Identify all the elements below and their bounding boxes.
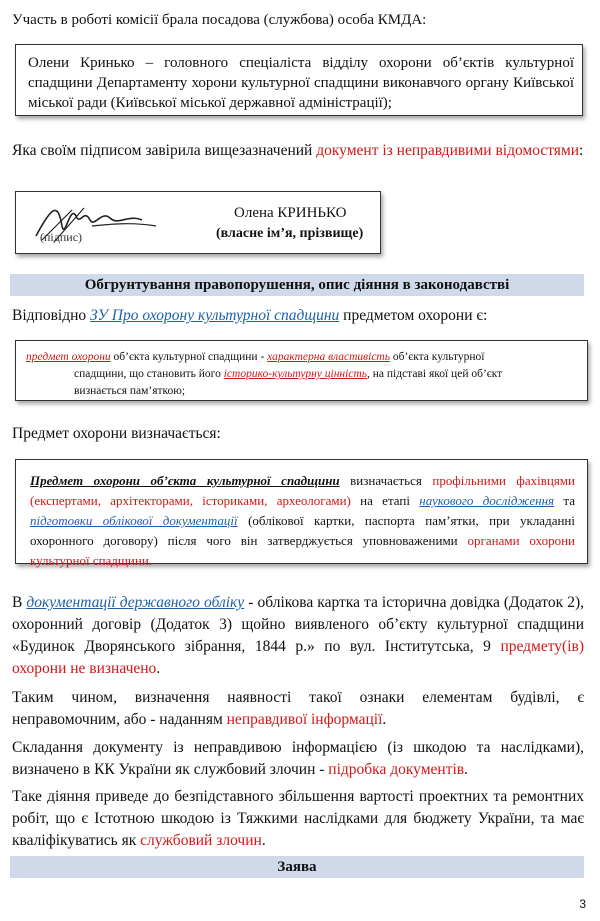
determined-line: Предмет охорони визначається: — [12, 425, 221, 442]
para1-highlight: предмету(ів) охорони не визначено — [12, 638, 584, 677]
page-number: 3 — [579, 897, 586, 911]
para2-text-1: Таким чином, визначення наявності такої ознаки елементам будівлі, є неправомочним, або - наданням — [12, 689, 584, 728]
para1-text-3: . — [156, 660, 161, 677]
para2-text-2: . — [382, 711, 387, 728]
proc-subject: Предмет охорони об’єкта культурної спадщини — [30, 473, 340, 488]
proc-authorities: органами охорони культурної спадщини. — [30, 533, 576, 568]
section-header-justification: Обгрунтування правопорушення, опис діяння в законодавстві — [10, 274, 584, 296]
para4-highlight: службовий злочин — [140, 832, 262, 849]
false-document-highlight: документ із неправдивими відомостями — [316, 142, 580, 159]
signed-statement-suffix: : — [579, 142, 584, 159]
def-indented-lines — [26, 366, 579, 400]
section-header-statement: Заява — [10, 856, 584, 878]
law-reference-suffix: предметом охорони є: — [339, 307, 488, 324]
para2-highlight: неправдивої інформації — [226, 711, 383, 728]
signed-statement — [12, 140, 584, 161]
definition-quote-box — [15, 340, 588, 401]
signed-statement-prefix: Яка своїм підписом завірила вищезазначений — [12, 142, 317, 159]
para3-text-2: . — [464, 761, 468, 778]
law-reference-line — [12, 307, 487, 325]
signer-name: Олена КРИНЬКО — [234, 205, 347, 221]
def-term-value: історико-культурну цінність — [223, 368, 367, 380]
signature-box — [15, 191, 381, 254]
signer-name-caption: (власне ім’я, прізвище) — [216, 226, 364, 241]
def-term-subject: предмет охорони — [26, 351, 111, 363]
proc-research-link[interactable]: наукового дослідження — [419, 493, 555, 508]
official-quote-text: Олени Кринько – головного спеціаліста відділу охорони об’єктів культурної спадщини Департаменту хорони культурної спадщини виконавчого органу Київської міської ради (Київської міської державної адміністрації); — [28, 55, 574, 111]
law-reference-prefix: Відповідно — [12, 307, 91, 324]
proc-documentation-link[interactable]: підготовки облікової документації — [30, 513, 238, 528]
def-text-2: об’єкта культурної — [389, 351, 485, 363]
proc-text-3: та — [554, 493, 575, 508]
proc-text-1: визначається — [339, 473, 433, 488]
def-text-1: об’єкта культурної спадщини - — [110, 351, 268, 363]
paragraph-state-registration — [12, 592, 584, 680]
para3-text-1: Складання документу із неправдивою інформацією (із шкодою та наслідками), визначено в КК України як службовий злочин - — [12, 739, 584, 778]
paragraph-consequences — [12, 786, 584, 852]
procedure-quote-box — [15, 459, 588, 568]
def-text-4: , на підставі якої цей об’єкт — [366, 368, 503, 380]
para1-text-2: - облікова картка та історична довідка (Додаток 2), охоронний договір (Додаток 3) щойно виявленого об’єкту культурної спадщини «Будинок Дворянського зібрання, 1844 р.» по вул. Інститутська, 9 — [12, 594, 584, 655]
proc-text-2: на етапі — [350, 493, 420, 508]
signature-caption: (підпис) — [40, 230, 83, 244]
law-link[interactable]: ЗУ Про охорону культурної спадщини — [90, 307, 340, 324]
def-text-5: визнається пам’яткою; — [74, 385, 186, 397]
paragraph-conclusion — [12, 687, 584, 731]
def-term-property: характерна властивість — [267, 351, 390, 363]
para4-text-1: Таке діяння приведе до безпідставного збільшення вартості проектних та ремонтних робіт, що є Істотною шкодою із Тяжкими наслідками для бюджету України, та має кваліфікуватись як — [12, 788, 584, 849]
intro-line: Участь в роботі комісії брала посадова (службова) особа КМДА: — [12, 12, 427, 28]
def-text-3: спадщини, що становить його — [74, 368, 224, 380]
para1-text-1: В — [12, 594, 27, 611]
proc-text-4: (облікової картки, паспорта пам’ятки, при укладанні охоронного договору) після чого він затверджується уповноваженими — [30, 513, 575, 548]
state-registration-link[interactable]: документації державного обліку — [26, 594, 245, 611]
para4-text-2: . — [261, 832, 266, 849]
official-quote-box — [15, 44, 583, 116]
proc-specialists: профільними фахівцями (експертами, архітекторами, істориками, археологами) — [30, 473, 575, 508]
para3-highlight: підробка документів — [328, 761, 465, 778]
paragraph-criminal-code — [12, 737, 584, 781]
